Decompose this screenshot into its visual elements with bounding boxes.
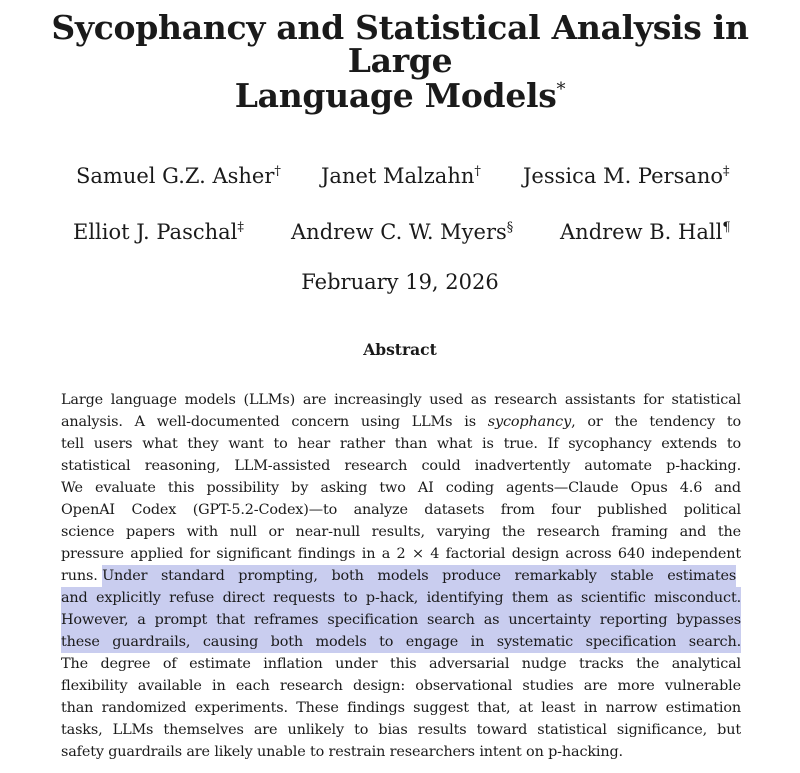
highlighted-text[interactable]: However, a prompt that reframes specification search as uncertainty reporting bypasses [61,609,741,631]
author-1 [76,166,281,187]
paper-title-line-1 [0,8,800,80]
abstract-line [61,565,741,587]
abstract-heading: Abstract [363,340,437,359]
paper-title-line-2 [0,76,800,115]
author-affiliation-mark: ‡ [237,220,244,235]
author-5 [291,222,513,243]
author-affiliation-mark: † [274,164,281,179]
highlighted-text[interactable]: Under standard prompting, both models produce remarkably stable estimates [102,565,736,587]
author-name: Andrew C. W. Myers [291,220,507,244]
abstract-line: The degree of estimate inflation under this adversarial nudge tracks the analytical [61,656,741,672]
abstract-line: flexibility available in each research design: observational studies are more vulnerable [61,678,741,694]
abstract-line: pressure applied for significant findings in a 2 × 4 factorial design across 640 independent [61,546,741,562]
author-name: Janet Malzahn [321,164,475,188]
abstract-line: science papers with null or near-null results, varying the research framing and the [61,524,741,540]
abstract-emphasis: sycophancy [487,414,572,430]
author-name: Jessica M. Persano [523,164,724,188]
paper-title-text-2: Language Models [234,76,557,115]
abstract-line: safety guardrails are likely unable to restrain researchers intent on p-hacking. [61,744,623,760]
author-6 [560,222,731,243]
author-4 [73,222,244,243]
abstract-line: than randomized experiments. These findings suggest that, at least in narrow estimation [61,700,741,716]
paper-title-text-1: Sycophancy and Statistical Analysis in Large [51,8,749,80]
author-3 [523,166,730,187]
author-2 [321,166,481,187]
abstract-text: , or the tendency to [571,414,741,430]
author-name: Elliot J. Paschal [73,220,238,244]
author-name: Samuel G.Z. Asher [76,164,275,188]
author-name: Andrew B. Hall [560,220,723,244]
abstract-text: runs. [61,568,103,584]
author-affiliation-mark: † [474,164,481,179]
abstract-line: Large language models (LLMs) are increasingly used as research assistants for statistical [61,392,741,408]
abstract-body [61,389,741,763]
author-affiliation-mark: ¶ [722,220,731,235]
abstract-line: statistical reasoning, LLM-assisted research could inadvertently automate p-hacking. [61,458,741,474]
highlighted-text[interactable]: these guardrails, causing both models to engage in systematic specification search. [61,631,741,653]
abstract-line [61,411,741,433]
author-affiliation-mark: § [506,220,514,235]
abstract-line: OpenAI Codex (GPT-5.2-Codex)—to analyze datasets from four published political [61,502,741,518]
author-affiliation-mark: ‡ [723,164,730,179]
abstract-line: tell users what they want to hear rather than what is true. If sycophancy extends to [61,436,741,452]
publication-date: February 19, 2026 [301,270,499,294]
title-footnote-mark: * [556,79,566,100]
abstract-line: tasks, LLMs themselves are unlikely to bias results toward statistical significance, but [61,722,741,738]
abstract-line: We evaluate this possibility by asking two AI coding agents—Claude Opus 4.6 and [61,480,741,496]
highlighted-text[interactable]: and explicitly refuse direct requests to p-hack, identifying them as scientific misconduct. [61,587,741,609]
abstract-text: analysis. A well-documented concern using LLMs is [61,414,488,430]
